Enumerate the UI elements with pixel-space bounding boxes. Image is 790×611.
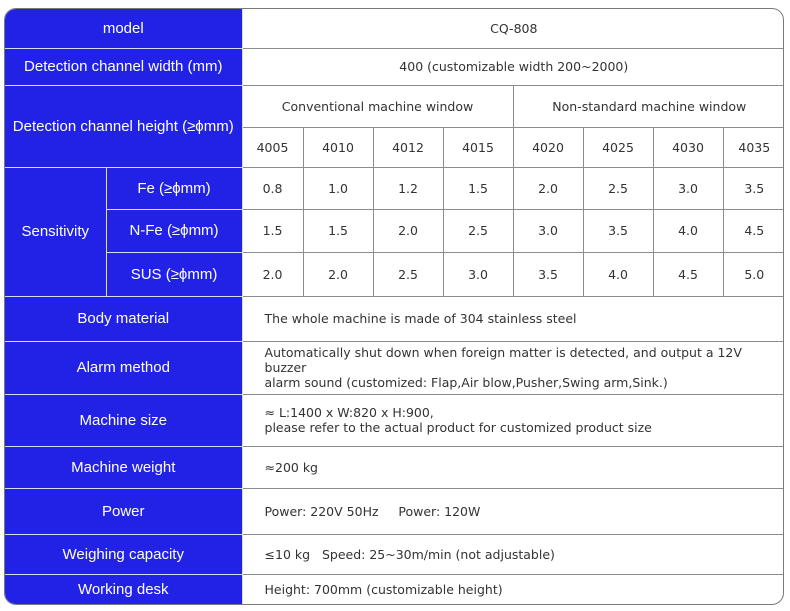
fe-value-cell: 1.0 bbox=[303, 167, 373, 209]
row-alarm-method bbox=[5, 341, 784, 394]
sus-value-cell: 4.5 bbox=[653, 252, 723, 296]
channel-height-label: Detection channel height (≥ϕmm) bbox=[5, 85, 242, 167]
fe-value-cell: 3.0 bbox=[653, 167, 723, 209]
fe-value-cell: 2.0 bbox=[513, 167, 583, 209]
sus-value-cell: 3.5 bbox=[513, 252, 583, 296]
model-number-cell: 4035 bbox=[723, 127, 784, 167]
nfe-value-cell: 3.0 bbox=[513, 209, 583, 252]
sus-value-cell: 5.0 bbox=[723, 252, 784, 296]
sensitivity-label: Sensitivity bbox=[5, 167, 106, 296]
model-value: CQ-808 bbox=[242, 9, 784, 48]
row-channel-height-windows bbox=[5, 85, 784, 127]
non-standard-window-label: Non-standard machine window bbox=[513, 85, 784, 127]
nfe-label: N-Fe (≥ϕmm) bbox=[106, 209, 242, 252]
row-channel-width bbox=[5, 48, 784, 85]
sus-value-cell: 3.0 bbox=[443, 252, 513, 296]
alarm-method-line-2: alarm sound (customized: Flap,Air blow,Pusher,Swing arm,Sink.) bbox=[264, 375, 668, 390]
machine-size-line-2: please refer to the actual product for customized product size bbox=[264, 420, 652, 435]
alarm-method-label: Alarm method bbox=[5, 341, 242, 394]
working-desk-value: Height: 700mm (customizable height) bbox=[242, 574, 784, 604]
row-machine-size bbox=[5, 394, 784, 446]
spec-table bbox=[5, 9, 784, 604]
row-power bbox=[5, 488, 784, 534]
machine-weight-label: Machine weight bbox=[5, 446, 242, 488]
model-label: model bbox=[5, 9, 242, 48]
weighing-capacity-value: ≤10 kg Speed: 25~30m/min (not adjustable) bbox=[242, 534, 784, 574]
fe-value-cell: 1.5 bbox=[443, 167, 513, 209]
fe-value-cell: 2.5 bbox=[583, 167, 653, 209]
model-number-cell: 4025 bbox=[583, 127, 653, 167]
fe-value-cell: 3.5 bbox=[723, 167, 784, 209]
sus-value-cell: 2.5 bbox=[373, 252, 443, 296]
body-material-value: The whole machine is made of 304 stainless steel bbox=[242, 296, 784, 341]
row-weighing-capacity bbox=[5, 534, 784, 574]
sus-value-cell: 4.0 bbox=[583, 252, 653, 296]
fe-value-cell: 1.2 bbox=[373, 167, 443, 209]
machine-size-label: Machine size bbox=[5, 394, 242, 446]
nfe-value-cell: 2.5 bbox=[443, 209, 513, 252]
model-number-cell: 4010 bbox=[303, 127, 373, 167]
model-number-cell: 4030 bbox=[653, 127, 723, 167]
sus-value-cell: 2.0 bbox=[303, 252, 373, 296]
machine-weight-value: ≈200 kg bbox=[242, 446, 784, 488]
alarm-method-line-1: Automatically shut down when foreign matter is detected, and output a 12V buzzer bbox=[264, 345, 742, 375]
row-sensitivity-nfe bbox=[5, 209, 784, 252]
model-number-cell: 4005 bbox=[242, 127, 303, 167]
sus-label: SUS (≥ϕmm) bbox=[106, 252, 242, 296]
alarm-method-value bbox=[242, 341, 784, 394]
working-desk-label: Working desk bbox=[5, 574, 242, 604]
channel-width-value: 400 (customizable width 200~2000) bbox=[242, 48, 784, 85]
machine-size-line-1: ≈ L:1400 x W:820 x H:900, bbox=[264, 405, 434, 420]
row-sensitivity-sus bbox=[5, 252, 784, 296]
power-value: Power: 220V 50Hz Power: 120W bbox=[242, 488, 784, 534]
row-model bbox=[5, 9, 784, 48]
body-material-label: Body material bbox=[5, 296, 242, 341]
model-number-cell: 4012 bbox=[373, 127, 443, 167]
fe-label: Fe (≥ϕmm) bbox=[106, 167, 242, 209]
conventional-window-label: Conventional machine window bbox=[242, 85, 513, 127]
power-label: Power bbox=[5, 488, 242, 534]
row-working-desk bbox=[5, 574, 784, 604]
nfe-value-cell: 3.5 bbox=[583, 209, 653, 252]
nfe-value-cell: 1.5 bbox=[242, 209, 303, 252]
row-sensitivity-fe bbox=[5, 167, 784, 209]
fe-value-cell: 0.8 bbox=[242, 167, 303, 209]
model-number-cell: 4020 bbox=[513, 127, 583, 167]
row-machine-weight bbox=[5, 446, 784, 488]
weighing-capacity-label: Weighing capacity bbox=[5, 534, 242, 574]
nfe-value-cell: 2.0 bbox=[373, 209, 443, 252]
nfe-value-cell: 4.5 bbox=[723, 209, 784, 252]
row-body-material bbox=[5, 296, 784, 341]
sus-value-cell: 2.0 bbox=[242, 252, 303, 296]
channel-width-label: Detection channel width (mm) bbox=[5, 48, 242, 85]
nfe-value-cell: 1.5 bbox=[303, 209, 373, 252]
model-number-cell: 4015 bbox=[443, 127, 513, 167]
spec-table-frame bbox=[4, 8, 784, 605]
nfe-value-cell: 4.0 bbox=[653, 209, 723, 252]
machine-size-value bbox=[242, 394, 784, 446]
